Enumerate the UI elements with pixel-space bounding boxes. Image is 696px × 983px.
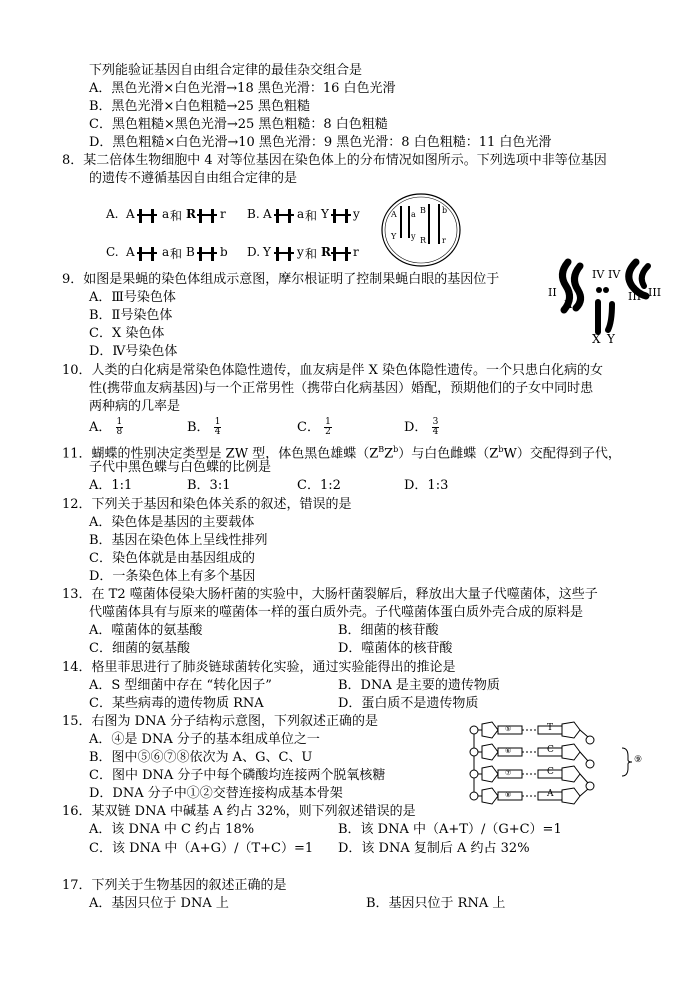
q8-stem-line2: 的遗传不遵循基因自由组合定律的是 [89,171,298,186]
q13-option-c: C．细菌的氨基酸 [89,641,190,656]
numerator: 3 [432,417,439,427]
q16-option-b: B．该 DNA 中（A+T）/（G+C）=1 [338,822,562,837]
q15-option-a: A．④是 DNA 分子的基本组成单位之一 [89,732,320,747]
q15-stem: 15．右图为 DNA 分子结构示意图，下列叙述正确的是 [62,714,378,729]
q10-option-b [187,418,221,437]
q15-dna-figure [462,718,648,810]
q11-option-c: C．1:2 [297,478,341,493]
q11-option-a: A．1:1 [89,478,133,493]
q13-stem-line1: 13．在 T2 噬菌体侵染大肠杆菌的实验中，大肠杆菌裂解后，释放出大量子代噬菌体，这些子 [62,587,598,602]
chromosome-set-icon [540,256,670,346]
q7-option-c: C．黑色粗糙×黑色光滑→25 黑色粗糙：8 白色粗糙 [89,117,388,132]
q12-option-c: C．染色体就是由基因组成的 [89,551,255,566]
q17-stem: 17．下列关于生物基因的叙述正确的是 [62,878,287,893]
q7-option-a: A．黑色光滑×白色光滑→18 黑色光滑：16 白色光滑 [89,81,396,96]
chromosome-pair-icon [274,244,298,264]
chromosome-pair-icon [331,244,355,264]
q10-c-fraction [324,418,332,437]
q9-fly-chromosome-figure [540,256,670,346]
chromosome-pair-icon [331,206,355,226]
q12-option-d: D．一条染色体上有多个基因 [89,569,256,584]
q7-option-b: B．黑色光滑×白色粗糙→25 黑色粗糙 [89,99,311,114]
q13-option-d: D．噬菌体的核苷酸 [338,641,453,656]
q13-option-b: B．细菌的核苷酸 [338,623,439,638]
label-iv-left: IV [592,268,605,281]
q9-option-b: B．Ⅱ号染色体 [89,308,173,323]
numerator: 1 [325,417,331,427]
q8-b-gene3: Y [321,207,329,221]
q12-option-a: A．染色体是基因的主要载体 [89,515,255,530]
q8-stem-line1: 8．某二倍体生物细胞中 4 对等位基因在染色体上的分布情况如图所示。下列选项中非等位基因 [62,153,607,168]
q8-c-gene3: B [186,245,195,259]
denominator: 4 [432,427,439,437]
q9-stem: 9．如图是果蝇的染色体组成示意图，摩尔根证明了控制果蝇白眼的基因位于 [62,272,500,287]
q8-a-and: 和 [170,209,183,223]
q8-d-and: 和 [305,247,318,261]
q8-b-and: 和 [305,209,318,223]
denominator: 8 [116,427,123,437]
q16-option-d: D．该 DNA 复制后 A 约占 32% [338,841,530,856]
q8-c-and: 和 [170,247,183,261]
dna-base-3: ⑦ [505,769,512,777]
q10-d-label: D． [404,420,428,435]
q16-option-c: C．该 DNA 中（A+G）/（T+C）=1 [89,841,314,856]
cell-gene-b-lower: b [442,206,448,215]
q8-a-gene3: R [186,207,196,221]
q10-b-fraction [214,418,222,437]
q8-c-gene2: a [162,245,170,259]
q10-a-fraction [116,418,124,437]
q11-sup-b2: b [393,445,399,454]
q10-stem-line2: 性(携带血友病基因)与一个正常男性（携带白化病基因）婚配，预期他们的子女中同时患 [89,381,594,396]
q7-stem: 下列能验证基因自由组合定律的最佳杂交组合是 [89,63,363,78]
cell-gene-y-upper: Y [391,232,397,241]
q15-option-d: D．DNA 分子中①②交替连接构成基本骨架 [89,786,343,801]
q14-option-d: D．蛋白质不是遗传物质 [338,696,479,711]
label-iv-right: IV [608,268,621,281]
denominator: 4 [214,427,221,437]
q11-text-c: W）交配得到子代， [503,446,621,462]
q14-option-a: A．S 型细菌中存在 “转化因子” [89,678,272,693]
q10-option-d [404,418,439,437]
chromosome-pair-icon [137,206,161,226]
dna-base-t: T [547,723,554,733]
label-x: X [592,332,601,346]
q11-stem-line2: 子代中黑色蝶与白色蝶的比例是 [89,460,272,475]
q10-option-a [89,418,123,437]
q12-option-b: B．基因在染色体上呈线性排列 [89,533,268,548]
denominator: 2 [325,427,331,437]
dna-brace-label: ⑨ [634,755,643,765]
q8-d-gene4: r [353,245,359,259]
q16-stem: 16．某双链 DNA 中碱基 A 约占 32%，则下列叙述错误的是 [62,804,416,819]
q10-c-label: C． [297,420,320,435]
q11-sup-b3: b [498,445,504,454]
dna-base-a: A [547,789,554,799]
q11-text-z: Z [384,446,394,462]
q8-a-gene4: r [220,207,226,221]
dna-base-c1: C [547,745,554,755]
q11-sup-b: B [378,445,385,454]
q8-d-letter: D. [247,245,261,259]
q8-d-gene1: Y [263,245,271,259]
cell-icon [380,192,462,268]
q8-a-gene1: A [126,207,135,221]
q8-b-gene1: A [263,207,272,221]
numerator: 1 [116,417,123,427]
q12-stem: 12．下列关于基因和染色体关系的叙述，错误的是 [62,497,352,512]
label-ii-right: II [564,298,573,311]
q14-option-c: C．某些病毒的遗传物质 RNA [89,696,264,711]
q11-text-b: ）与白色雌蝶（Z [398,446,499,462]
q15-option-c: C．图中 DNA 分子中每个磷酸均连接两个脱氧核糖 [89,768,386,783]
cell-gene-a-lower: a [411,210,416,219]
q10-d-fraction [432,418,440,437]
q8-b-gene4: y [353,207,360,221]
label-y: Y [607,332,615,346]
q11-option-b: B．3:1 [187,478,231,493]
q8-d-gene2: y [297,245,304,259]
q15-option-b: B．图中⑤⑥⑦⑧依次为 A、G、C、U [89,750,313,765]
q10-stem-line1: 10．人类的白化病是常染色体隐性遗传，血友病是伴 X 染色体隐性遗传。一个只患白化病的女 [62,363,604,378]
q8-option-c [106,244,236,264]
chromosome-pair-icon [197,206,221,226]
q7-option-d: D．黑色粗糙×白色光滑→10 黑色光滑：9 黑色光滑：8 白色粗糙：11 白色光滑 [89,135,552,150]
cell-gene-a-upper: A [391,210,397,219]
numerator: 1 [214,417,221,427]
q8-c-gene4: b [220,245,228,259]
cell-gene-y-lower: y [411,232,416,241]
q16-option-a: A．该 DNA 中 C 约占 18% [89,822,255,837]
q9-option-d: D．Ⅳ号染色体 [89,344,178,359]
q8-option-a [106,206,236,226]
cell-gene-r-lower: r [442,236,446,245]
chromosome-pair-icon [137,244,161,264]
dna-base-c2: C [547,767,554,777]
q14-option-b: B．DNA 是主要的遗传物质 [338,678,500,693]
chromosome-pair-icon [197,244,221,264]
q8-a-gene2: a [162,207,170,221]
chromosome-pair-icon [274,206,298,226]
q10-stem-line3: 两种病的几率是 [89,399,181,414]
label-ii-left: II [548,286,557,299]
q8-option-d [247,244,377,264]
q10-option-c [297,418,332,437]
q17-option-b: B．基因只位于 RNA 上 [366,896,506,911]
q8-c-gene1: A [126,245,135,259]
q11-text-a: 11．蝴蝶的性别决定类型是 ZW 型，体色黑色雄蝶（Z [62,446,379,462]
q10-a-label: A． [89,420,112,435]
label-iii-right: III [648,286,662,299]
q8-b-gene2: a [297,207,305,221]
q9-option-a: A．Ⅲ号染色体 [89,290,176,305]
q8-cell-diagram [380,192,462,268]
label-iii-left: III [628,290,642,303]
q8-option-b [247,206,377,226]
dna-base-2: ⑥ [505,747,512,755]
q8-a-letter: A. [106,207,119,221]
q8-b-letter: B. [247,207,260,221]
q11-option-d: D．1:3 [404,478,449,493]
dna-base-1: ⑤ [505,725,512,733]
cell-gene-b-upper: B [420,206,426,215]
q8-d-gene3: R [321,245,331,259]
q9-option-c: C．X 染色体 [89,326,165,341]
dna-structure-icon [462,718,648,810]
cell-gene-r-upper: R [420,236,427,245]
q17-option-a: A．基因只位于 DNA 上 [89,896,229,911]
q8-c-letter: C. [106,245,119,259]
dna-base-4: ⑧ [505,791,512,799]
q13-option-a: A．噬菌体的氨基酸 [89,623,203,638]
q14-stem: 14．格里菲思进行了肺炎链球菌转化实验，通过实验能得出的推论是 [62,660,456,675]
q13-stem-line2: 代噬菌体具有与原来的噬菌体一样的蛋白质外壳。子代噬菌体蛋白质外壳合成的原料是 [89,605,584,620]
q10-b-label: B． [187,420,210,435]
